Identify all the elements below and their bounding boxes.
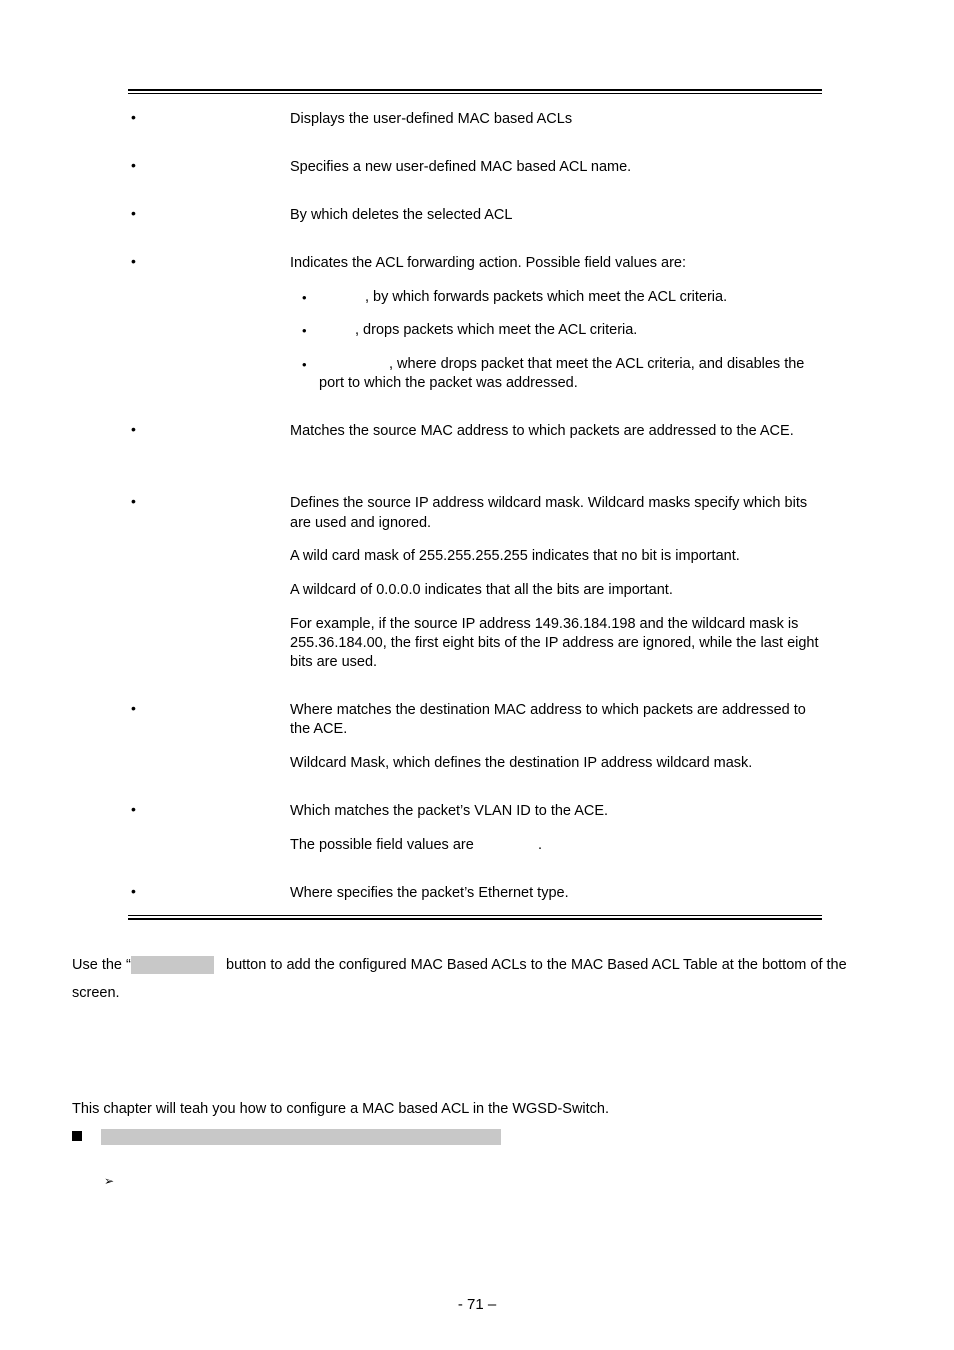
- vlan-values-end: .: [538, 837, 543, 853]
- action-shutdown-text-cont: port to which the packet was addressed.: [319, 375, 578, 391]
- action-shutdown-text: , where drops packet that meet the ACL criteria, and disables the: [389, 356, 805, 372]
- arrow-bullet-icon: ➢: [104, 1174, 115, 1188]
- add-button-placeholder: [131, 956, 214, 974]
- delete-description: By which deletes the selected ACL: [290, 207, 513, 223]
- ethertype-description: Where specifies the packet’s Ethernet type.: [290, 885, 569, 901]
- source-wildcard-description-cont: are used and ignored.: [290, 515, 432, 531]
- action-deny-text: , drops packets which meet the ACL criteria.: [355, 322, 638, 338]
- destination-wildcard-description: Wildcard Mask, which defines the destination IP address wildcard mask.: [290, 755, 753, 771]
- vlan-values-text: The possible field values are: [290, 837, 474, 853]
- action-description: Indicates the ACL forwarding action. Possible field values are:: [290, 255, 687, 271]
- destination-mac-description: Where matches the destination MAC address to which packets are addressed to: [290, 702, 806, 718]
- table-top-rule-inner: [128, 93, 822, 94]
- destination-mac-description-cont: the ACE.: [290, 721, 348, 737]
- sub-bullet: •: [302, 323, 307, 338]
- table-bottom-rule-inner: [128, 915, 822, 916]
- wildcard-all-ones: A wild card mask of 255.255.255.255 indicates that no bit is important.: [290, 548, 740, 564]
- acl-table-description: Displays the user-defined MAC based ACLs: [290, 111, 573, 127]
- row-bullet: •: [131, 205, 136, 221]
- wildcard-example: For example, if the source IP address 149.36.184.198 and the wildcard mask is: [290, 616, 799, 632]
- page-number: - 71 –: [457, 1296, 497, 1313]
- square-bullet-icon: [72, 1131, 82, 1141]
- section-heading-placeholder: [101, 1129, 501, 1145]
- row-bullet: •: [131, 109, 136, 125]
- source-mac-description: Matches the source MAC address to which packets are addressed to the ACE.: [290, 423, 794, 439]
- use-button-text-suffix: button to add the configured MAC Based ACLs to the MAC Based ACL Table at the bottom of the: [226, 957, 847, 973]
- row-bullet: •: [131, 157, 136, 173]
- action-permit-text: , by which forwards packets which meet the ACL criteria.: [365, 289, 728, 305]
- use-button-text-line2: screen.: [72, 985, 120, 1001]
- chapter-intro-text: This chapter will teah you how to configure a MAC based ACL in the WGSD-Switch.: [72, 1101, 610, 1117]
- row-bullet: •: [131, 493, 136, 509]
- row-bullet: •: [131, 801, 136, 817]
- wildcard-example-end: bits are used.: [290, 654, 378, 670]
- table-top-rule: [128, 89, 822, 91]
- wildcard-example-cont: 255.36.184.00, the first eight bits of the IP address are ignored, while the last eight: [290, 635, 819, 651]
- vlan-id-description: Which matches the packet’s VLAN ID to the ACE.: [290, 803, 609, 819]
- wildcard-all-zeros: A wildcard of 0.0.0.0 indicates that all the bits are important.: [290, 582, 673, 598]
- row-bullet: •: [131, 700, 136, 716]
- sub-bullet: •: [302, 357, 307, 372]
- sub-bullet: •: [302, 290, 307, 305]
- source-wildcard-description: Defines the source IP address wildcard mask. Wildcard masks specify which bits: [290, 495, 808, 511]
- table-bottom-rule: [128, 918, 822, 920]
- acl-name-description: Specifies a new user-defined MAC based ACL name.: [290, 159, 632, 175]
- row-bullet: •: [131, 421, 136, 437]
- row-bullet: •: [131, 253, 136, 269]
- use-button-text-prefix: Use the “: [72, 957, 131, 973]
- row-bullet: •: [131, 883, 136, 899]
